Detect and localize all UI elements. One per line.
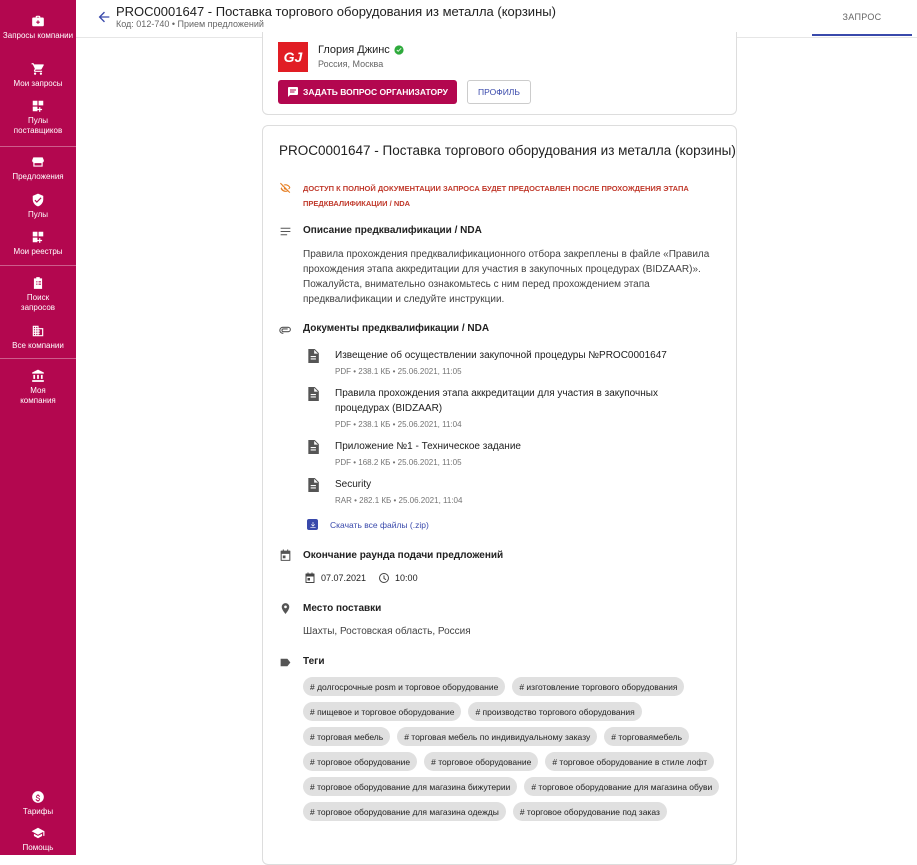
sidebar-item-search-requests[interactable] xyxy=(0,276,76,313)
sidebar-item-label: Мои запросы xyxy=(13,79,63,88)
bank-icon xyxy=(31,369,45,383)
sidebar-item-help[interactable] xyxy=(0,826,76,853)
sidebar-item-pools[interactable] xyxy=(0,193,76,220)
file-icon xyxy=(307,349,319,363)
tag-chip[interactable]: # торговое оборудование в стиле лофт xyxy=(545,752,714,771)
deadline-date: 07.07.2021 xyxy=(321,573,367,583)
access-warning: ДОСТУП К ПОЛНОЙ ДОКУМЕНТАЦИИ ЗАПРОСА БУДЕТ ПРЕДОСТАВЛЕН ПОСЛЕ ПРОХОЖДЕНИЯ ЭТАПА ПРЕДКВАЛИФИКАЦИИ / NDA xyxy=(303,184,689,208)
file-icon xyxy=(307,387,319,401)
document-name: Правила прохождения этапа аккредитации для участия в закупочных процедурах (BIDZAAR) xyxy=(335,388,658,414)
arrow-left-icon xyxy=(96,9,112,25)
tag-chip[interactable]: # торговое оборудование xyxy=(303,752,417,771)
tag-chip[interactable]: # торговое оборудование под заказ xyxy=(513,802,667,821)
sidebar-item-label: Пулы поставщиков xyxy=(13,116,63,135)
tags-list xyxy=(303,677,728,821)
request-card xyxy=(262,125,737,865)
sidebar-divider xyxy=(0,146,76,147)
sidebar-item-label: Моя компания xyxy=(20,386,56,405)
label-tag-icon xyxy=(279,656,292,669)
sidebar-item-my-registries[interactable] xyxy=(0,230,76,257)
dollar-icon xyxy=(31,790,45,804)
tag-chip[interactable]: # изготовление торгового оборудования xyxy=(512,677,684,696)
organizer-name: Глория Джинс xyxy=(318,44,390,56)
sidebar-divider xyxy=(0,265,76,266)
organizer-card xyxy=(262,32,737,115)
sidebar-item-label: Тарифы xyxy=(22,807,54,816)
document-name: Security xyxy=(335,479,372,490)
tag-chip[interactable]: # долгосрочные posm и торговое оборудование xyxy=(303,677,505,696)
sidebar-item-label: Пулы xyxy=(28,210,48,219)
back-button[interactable] xyxy=(96,9,112,25)
deadline-time: 10:00 xyxy=(395,573,418,583)
document-name: Извещение об осуществлении закупочной процедуры №PROC0001647 xyxy=(335,350,667,361)
file-icon xyxy=(307,440,319,454)
graduation-cap-icon xyxy=(31,826,45,840)
store-icon xyxy=(31,155,45,169)
tag-chip[interactable]: # пищевое и торговое оборудование xyxy=(303,702,461,721)
request-title: PROC0001647 - Поставка торгового оборудования из металла (корзины) xyxy=(279,143,736,158)
sidebar-item-offers[interactable] xyxy=(0,155,76,182)
sidebar-item-supplier-pools[interactable] xyxy=(0,99,76,136)
document-meta: PDF • 238.1 КБ • 25.06.2021, 11:05 xyxy=(335,367,462,376)
tags-title: Теги xyxy=(303,656,325,667)
file-icon xyxy=(307,478,319,492)
message-icon xyxy=(287,86,299,98)
sidebar-divider xyxy=(0,358,76,359)
attachment-icon xyxy=(279,323,292,336)
sidebar-item-label: Предложения xyxy=(12,172,64,181)
organizer-name-row[interactable] xyxy=(318,44,404,56)
download-all-label: Скачать все файлы (.zip) xyxy=(330,519,429,530)
clock-icon xyxy=(378,572,390,584)
profile-button[interactable]: ПРОФИЛЬ xyxy=(467,80,531,104)
location-pin-icon xyxy=(279,602,292,615)
clipboard-list-icon xyxy=(31,276,45,290)
building-icon xyxy=(31,324,45,338)
tab-request[interactable]: ЗАПРОС xyxy=(812,0,912,36)
grid-plus-icon xyxy=(31,230,45,244)
ask-organizer-button[interactable] xyxy=(278,80,457,104)
place-title: Место поставки xyxy=(303,603,382,614)
company-logo: GJ xyxy=(278,42,308,72)
page-subtitle: Код: 012-740 • Прием предложений xyxy=(116,19,264,29)
sidebar-item-label: Помощь xyxy=(22,843,54,852)
sidebar-item-label: Поиск запросов xyxy=(20,293,56,312)
sidebar-item-label: Мои реестры xyxy=(13,247,63,256)
download-all-link[interactable] xyxy=(307,519,429,530)
cart-icon xyxy=(31,62,45,76)
shield-check-icon xyxy=(31,193,45,207)
calendar-icon xyxy=(279,549,292,562)
tag-chip[interactable]: # торговое оборудование xyxy=(424,752,538,771)
description-title: Описание предквалификации / NDA xyxy=(303,225,482,236)
sidebar-item-label: Все компании xyxy=(12,341,64,350)
tag-chip[interactable]: # торговаямебель xyxy=(604,727,689,746)
tag-chip[interactable]: # торговая мебель по индивидуальному заказу xyxy=(397,727,597,746)
sidebar xyxy=(0,0,76,855)
tag-chip[interactable]: # торговое оборудование для магазина одежды xyxy=(303,802,506,821)
tag-chip[interactable]: # торговое оборудование для магазина обуви xyxy=(524,777,719,796)
sidebar-item-all-companies[interactable] xyxy=(0,324,76,351)
page-title: PROC0001647 - Поставка торгового оборудования из металла (корзины) xyxy=(116,4,556,19)
document-name: Приложение №1 - Техническое задание xyxy=(335,441,521,452)
document-meta: RAR • 282.1 КБ • 25.06.2021, 11:04 xyxy=(335,496,463,505)
verified-check-icon xyxy=(394,45,404,55)
notes-icon xyxy=(279,225,292,238)
description-text: Правила прохождения предквалификационного отбора закреплены в файле «Правила прохождения этапа аккредитации для участия в закупочных процедурах (BIDZAAR)». Пожалуйста, внимательно ознакомьтесь с ним перед прохождением этапа предквалификации и следуйте инструкции. xyxy=(303,249,710,305)
briefcase-icon xyxy=(31,14,45,28)
sidebar-item-my-requests[interactable] xyxy=(0,62,76,89)
document-meta: PDF • 168.2 КБ • 25.06.2021, 11:05 xyxy=(335,458,462,467)
organizer-location: Россия, Москва xyxy=(318,59,384,69)
grid-plus-icon xyxy=(31,99,45,113)
sidebar-item-label: Запросы компании xyxy=(2,31,74,40)
deadline-datetime xyxy=(304,572,418,584)
tag-chip[interactable]: # производство торгового оборудования xyxy=(468,702,641,721)
tag-chip[interactable]: # торговое оборудование для магазина бижутерии xyxy=(303,777,517,796)
place-value: Шахты, Ростовская область, Россия xyxy=(303,626,471,637)
documents-title: Документы предквалификации / NDA xyxy=(303,323,490,334)
eye-off-icon xyxy=(279,181,292,194)
deadline-title: Окончание раунда подачи предложений xyxy=(303,550,504,561)
sidebar-item-my-company[interactable] xyxy=(0,369,76,406)
ask-organizer-label: ЗАДАТЬ ВОПРОС ОРГАНИЗАТОРУ xyxy=(303,87,448,97)
download-icon xyxy=(307,519,318,530)
sidebar-item-company-requests[interactable] xyxy=(0,14,76,41)
document-meta: PDF • 238.1 КБ • 25.06.2021, 11:04 xyxy=(335,420,462,429)
sidebar-item-tariffs[interactable] xyxy=(0,790,76,817)
tag-chip[interactable]: # торговая мебель xyxy=(303,727,390,746)
calendar-small-icon xyxy=(304,572,316,584)
